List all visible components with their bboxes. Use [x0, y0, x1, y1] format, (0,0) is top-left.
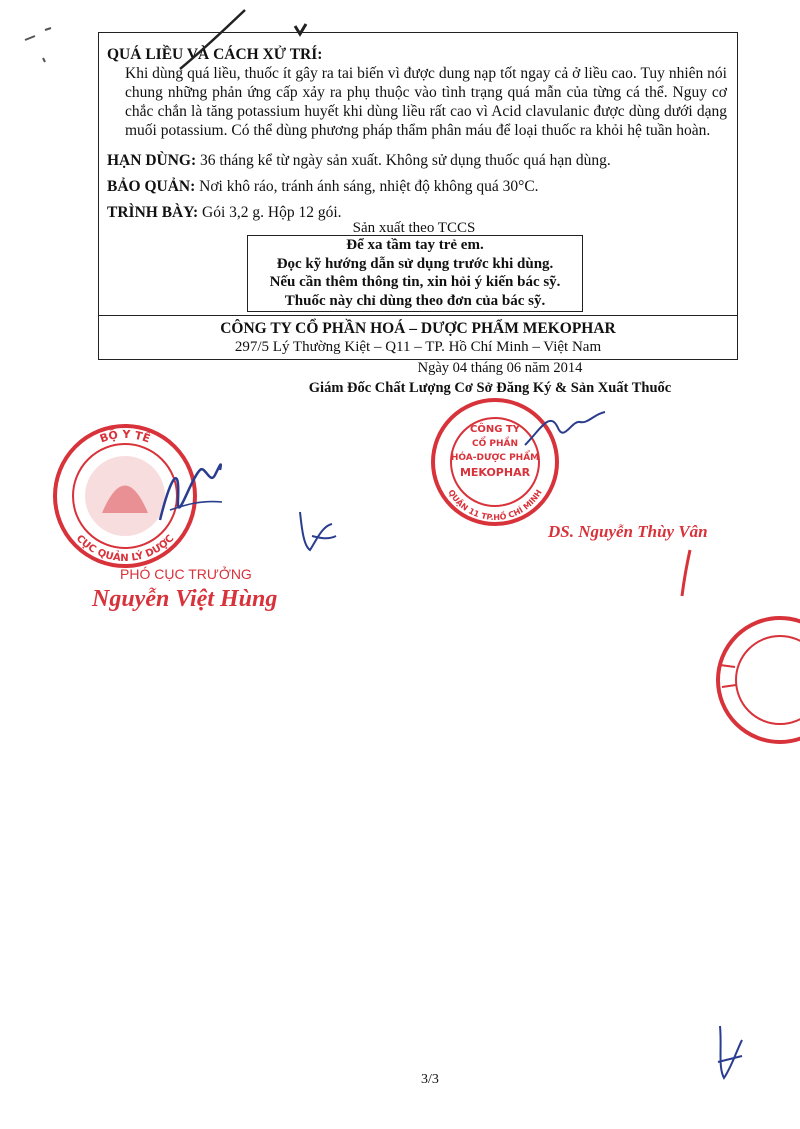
partial-stamp-edge: [690, 605, 800, 755]
stamp-left-top: BỘ Y TẾ: [98, 427, 152, 446]
date-line: Ngày 04 tháng 06 năm 2014: [417, 360, 583, 376]
storage-label: BẢO QUẢN:: [107, 178, 196, 195]
overdose-heading: QUÁ LIỀU VÀ CÁCH XỬ TRÍ:: [107, 46, 323, 63]
stamp-right-line1: CÔNG TY: [470, 424, 520, 435]
initial-mark: [292, 506, 342, 556]
check-mark: [170, 4, 320, 74]
content-frame: [98, 32, 738, 360]
warning-line: Đọc kỹ hướng dẫn sử dụng trước khi dùng.: [276, 255, 554, 272]
company-name: CÔNG TY CỔ PHẦN HOÁ – DƯỢC PHẨM MEKOPHAR: [220, 320, 616, 337]
signature-right: [520, 400, 610, 460]
standard-note: Sản xuất theo TCCS: [352, 220, 476, 236]
signer-left-name: Nguyễn Việt Hùng: [92, 586, 278, 612]
expiry-text: 36 tháng kể từ ngày sản xuất. Không sử dụng thuốc quá hạn dùng.: [196, 152, 611, 169]
expiry-label: HẠN DÙNG:: [107, 152, 197, 169]
page-number: 3/3: [421, 1072, 439, 1087]
warning-line: Thuốc này chỉ dùng theo đơn của bác sỹ.: [284, 292, 546, 309]
company-divider: [99, 315, 737, 316]
director-title: Giám Đốc Chất Lượng Cơ Sở Đăng Ký & Sản Xuất Thuốc: [308, 380, 672, 396]
warning-line: Để xa tầm tay trẻ em.: [346, 237, 484, 253]
overdose-text: Khi dùng quá liều, thuốc ít gây ra tai biến vì được dung nạp tốt ngay cả ở liều cao. Tuy nhiên nói chung những phản ứng cấp xảy ra phụ thuộc vào tình trạng quá mẫn của từng cá thể. Nguy cơ chắc chắn là tăng potassium huyết khi dùng liều rất cao vì Acid clavulanic được dùng dưới dạng muối potassium. Có thể dùng phương pháp thẩm phân máu để loại thuốc ra khỏi hệ tuần hoàn.: [125, 65, 727, 139]
red-mark: [676, 548, 696, 598]
storage-text: Nơi khô ráo, tránh ánh sáng, nhiệt độ không quá 30°C.: [195, 178, 539, 195]
margin-marks: [15, 20, 75, 70]
signer-left-title: PHÓ CỤC TRƯỞNG: [120, 566, 252, 582]
page-initial: [708, 1022, 748, 1082]
signer-right-name: DS. Nguyễn Thùy Vân: [548, 522, 708, 541]
storage-section: [107, 177, 727, 196]
presentation-label: TRÌNH BÀY:: [107, 204, 199, 221]
company-address: 297/5 Lý Thường Kiệt – Q11 – TP. Hồ Chí Minh – Việt Nam: [234, 339, 602, 355]
stamp-right-line2: CỔ PHẦN: [471, 439, 519, 449]
stamp-right-line4: MEKOPHAR: [459, 466, 531, 479]
warning-line: Nếu cần thêm thông tin, xin hỏi ý kiến bác sỹ.: [269, 274, 561, 290]
signature-left: [150, 440, 230, 540]
presentation-text: Gói 3,2 g. Hộp 12 gói.: [198, 204, 342, 221]
stamp-right-line3: HÓA-DƯỢC PHẨM: [450, 453, 540, 463]
expiry-section: [107, 151, 727, 170]
stamp-right-ring: QUẬN 11 TP.HỒ CHÍ MINH: [446, 488, 544, 523]
warning-box: [247, 235, 583, 312]
stamp-left-bottom: CỤC QUẢN LÝ DƯỢC: [73, 533, 177, 565]
